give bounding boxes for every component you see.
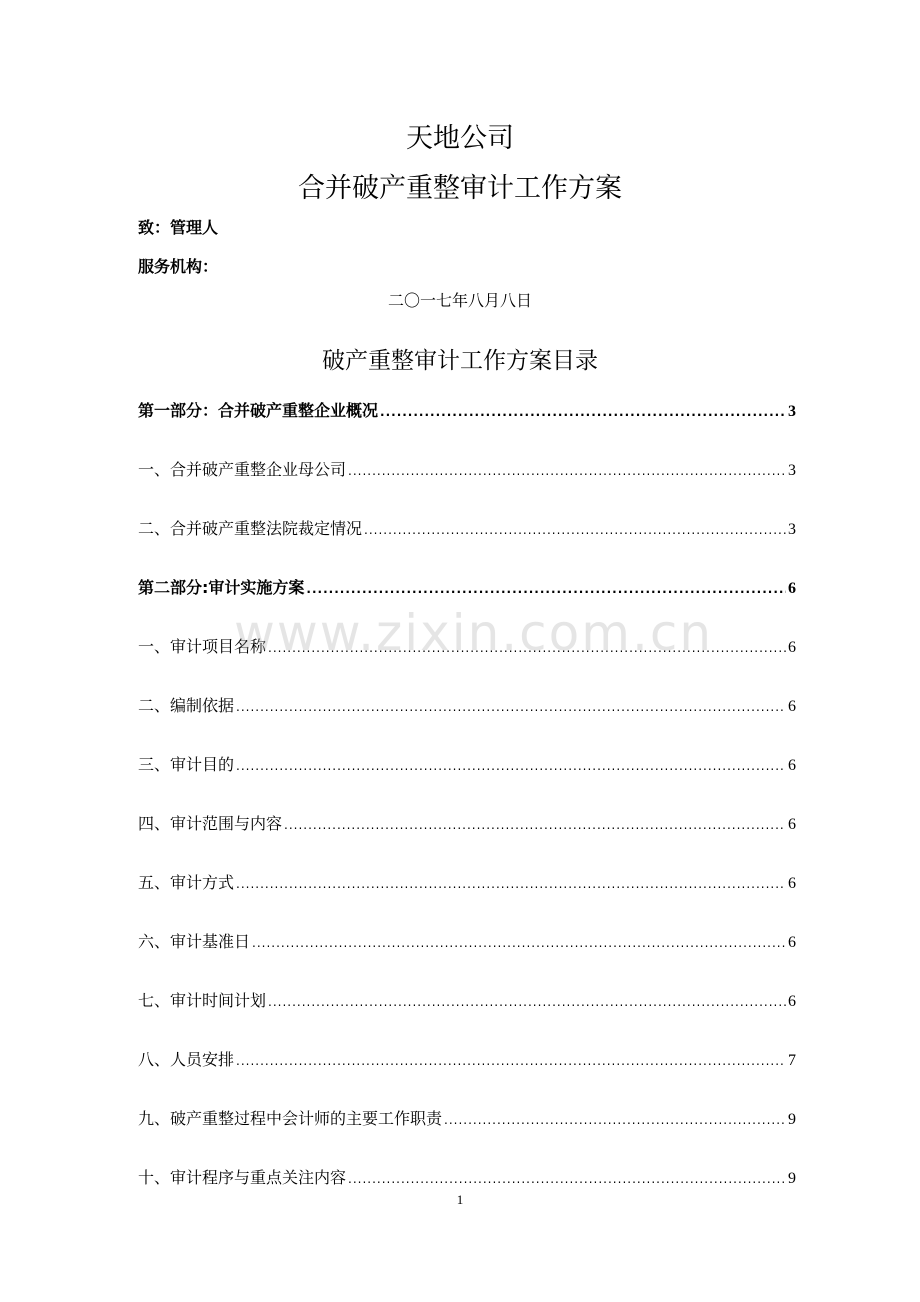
toc-dot-leader [364,523,786,537]
toc-entry-page: 6 [788,757,796,774]
document-title: 合并破产重整审计工作方案 [298,173,622,204]
toc-dot-leader [236,1054,786,1068]
toc-entry-title: 二、合并破产重整法院裁定情况 [138,519,363,538]
toc-entry[interactable] [138,516,796,575]
toc-entry-title: 六、审计基准日 [138,932,251,951]
toc-entry-title: 七、审计时间计划 [138,991,267,1010]
toc-entry[interactable] [138,693,796,752]
toc-dot-leader [236,700,786,714]
toc-dot-leader [380,405,786,419]
toc-entry-page: 3 [788,403,796,420]
toc-entry-title: 九、破产重整过程中会计师的主要工作职责 [138,1109,443,1128]
toc-entry[interactable] [138,752,796,811]
toc-entry-page: 6 [788,816,796,833]
toc-dot-leader [284,818,786,832]
toc-dot-leader [252,936,786,950]
toc-entry[interactable] [138,988,796,1047]
toc-entry-page: 7 [788,1052,796,1069]
toc-entry-title: 一、合并破产重整企业母公司 [138,460,347,479]
toc-dot-leader [306,582,786,596]
toc-entry-page: 6 [788,698,796,715]
toc-dot-leader [444,1113,786,1127]
toc-entry-title: 十、审计程序与重点关注内容 [138,1168,347,1187]
addressee-line: 致：管理人 [138,218,219,237]
toc-entry-title: 第一部分：合并破产重整企业概况 [138,401,379,420]
company-title: 天地公司 [406,123,514,154]
toc-entry-title: 第二部分:审计实施方案 [138,578,305,597]
watermark: www.zixin.com.cn [234,604,714,662]
toc-entry-title: 二、编制依据 [138,696,235,715]
toc-entry-page: 6 [788,934,796,951]
toc-entry[interactable] [138,1047,796,1106]
toc-entry-page: 9 [788,1111,796,1128]
toc-entry-page: 3 [788,462,796,479]
toc-entry[interactable] [138,1106,796,1165]
toc-dot-leader [348,1172,786,1186]
toc-entry-page: 6 [788,580,796,597]
toc-dot-leader [348,464,786,478]
service-agency-line: 服务机构： [138,257,219,276]
toc-dot-leader [236,877,786,891]
toc-entry-page: 9 [788,1170,796,1187]
document-date: 二〇一七年八月八日 [387,291,532,310]
toc-entry[interactable] [138,870,796,929]
toc-entry[interactable] [138,398,796,457]
toc-title: 破产重整审计工作方案目录 [322,348,598,374]
toc-entry-title: 三、审计目的 [138,755,235,774]
toc-entry-page: 3 [788,521,796,538]
toc-entry-page: 6 [788,875,796,892]
toc-entry[interactable] [138,457,796,516]
page-number: 1 [456,1192,464,1207]
toc-entry-page: 6 [788,639,796,656]
toc-entry-title: 八、人员安排 [138,1050,235,1069]
toc-entry-title: 五、审计方式 [138,873,235,892]
toc-dot-leader [236,759,786,773]
toc-entry-page: 6 [788,993,796,1010]
toc-dot-leader [268,995,786,1009]
table-of-contents [138,398,796,1224]
toc-entry[interactable] [138,811,796,870]
toc-entry[interactable] [138,929,796,988]
toc-entry-title: 四、审计范围与内容 [138,814,283,833]
toc-entry-title: 一、审计项目名称 [138,637,267,656]
